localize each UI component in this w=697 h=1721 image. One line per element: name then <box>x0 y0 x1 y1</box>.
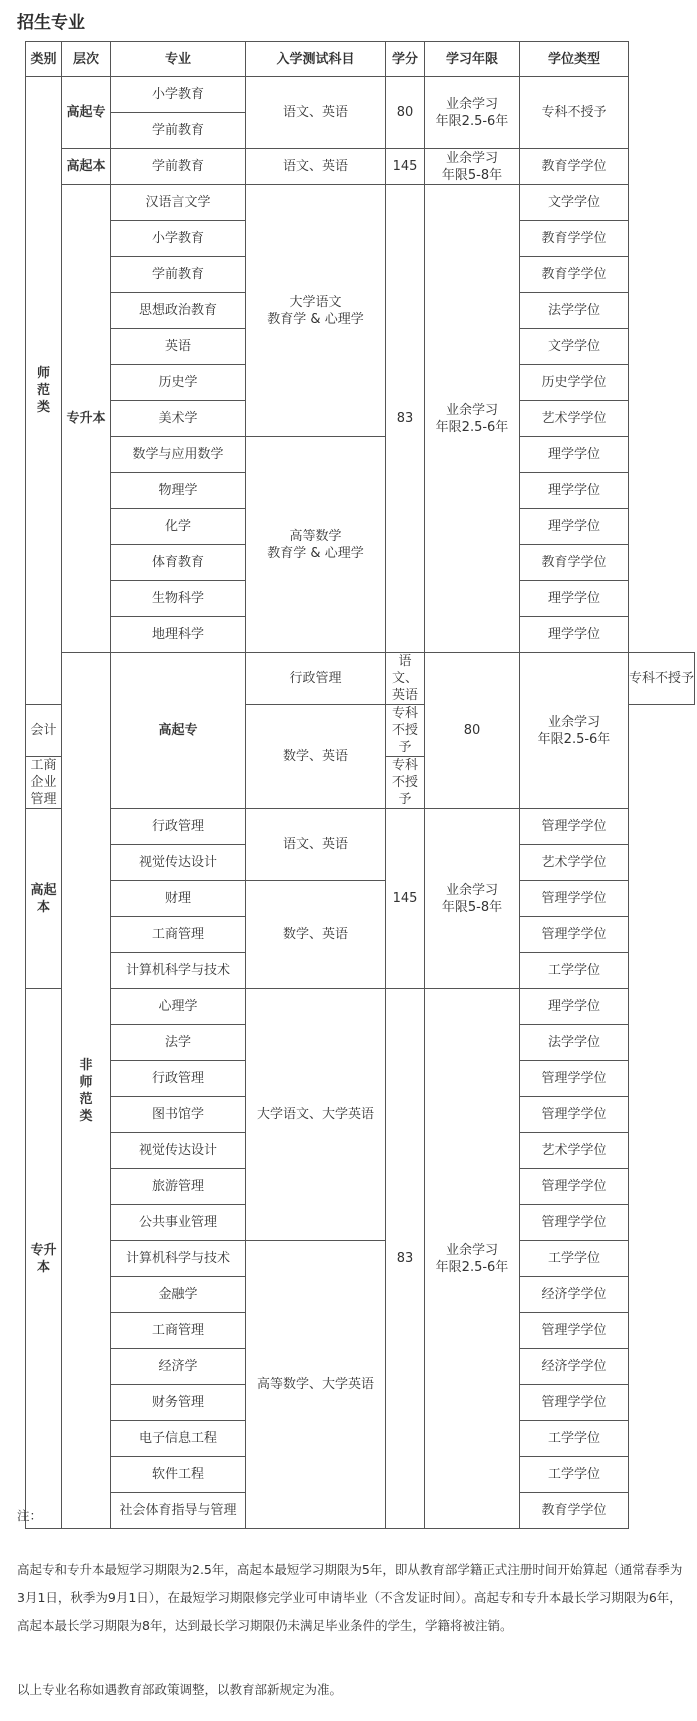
cell-line: 年限2.5-6年 <box>435 419 509 435</box>
table-header-row <box>26 42 695 77</box>
degree-cell: 历史学学位 <box>520 365 629 401</box>
degree-cell: 教育学学位 <box>520 221 629 257</box>
level-cell: 专升本 <box>26 989 62 1529</box>
table-row <box>26 881 695 917</box>
credits-cell: 80 <box>425 653 520 809</box>
exam-cell: 数学、英语 <box>246 881 386 989</box>
header-credits: 学分 <box>386 42 425 77</box>
major-cell: 电子信息工程 <box>111 1421 246 1457</box>
cell-line: 类 <box>79 1108 93 1124</box>
header-years: 学习年限 <box>425 42 520 77</box>
exam-cell: 高等数学、大学英语 <box>246 1241 386 1529</box>
table-row <box>26 437 695 473</box>
cell-line: 年限2.5-6年 <box>537 731 611 747</box>
degree-cell: 管理学学位 <box>520 809 629 845</box>
degree-cell: 管理学学位 <box>520 1313 629 1349</box>
notes-paragraph: 高起专和专升本最短学习期限为2.5年，高起本最短学习期限为5年，即从教育部学籍正式注册时间开始算起（通常春季为3月1日，秋季为9月1日），在最短学习期限修完学业可申请毕业（不含发证时间）。高起专和专升本最长学习期限为6年，高起本最长学习期限为8年，达到最长学习期限仍未满足毕业条件的学生，学籍将被注销。 <box>17 1562 683 1633</box>
exam-cell: 数学、英语 <box>246 705 386 809</box>
level-cell: 专升本 <box>62 185 111 653</box>
exam-cell: 大学语文、大学英语 <box>246 989 386 1241</box>
major-cell: 行政管理 <box>246 653 386 705</box>
degree-cell: 教育学学位 <box>520 149 629 185</box>
degree-cell: 教育学学位 <box>520 257 629 293</box>
major-cell: 学前教育 <box>111 149 246 185</box>
credits-cell: 145 <box>386 149 425 185</box>
header-level: 层次 <box>62 42 111 77</box>
table-row <box>26 185 695 221</box>
exam-cell: 语文、英语 <box>386 653 425 705</box>
degree-cell: 艺术学学位 <box>520 845 629 881</box>
years-cell <box>425 77 520 149</box>
major-cell: 公共事业管理 <box>111 1205 246 1241</box>
degree-cell: 工学学位 <box>520 1241 629 1277</box>
major-cell: 图书馆学 <box>111 1097 246 1133</box>
degree-cell: 法学学位 <box>520 293 629 329</box>
major-cell: 汉语言文学 <box>111 185 246 221</box>
degree-cell: 管理学学位 <box>520 1205 629 1241</box>
cell-line: 非 <box>79 1057 93 1073</box>
degree-cell: 管理学学位 <box>520 917 629 953</box>
degree-cell: 文学学位 <box>520 329 629 365</box>
cell-line: 业余学习 <box>445 150 498 166</box>
degree-cell: 教育学学位 <box>520 1493 629 1529</box>
major-cell: 会计 <box>26 705 62 757</box>
table-row <box>26 1241 695 1277</box>
cell-line: 教育学 & 心理学 <box>267 311 364 327</box>
exam-cell: 语文、英语 <box>246 149 386 185</box>
major-cell: 工商企业管理 <box>26 757 62 809</box>
major-cell: 小学教育 <box>111 221 246 257</box>
credits-cell: 83 <box>386 989 425 1529</box>
major-cell: 生物科学 <box>111 581 246 617</box>
cell-line: 年限2.5-6年 <box>435 1259 509 1275</box>
degree-cell: 文学学位 <box>520 185 629 221</box>
major-cell: 金融学 <box>111 1277 246 1313</box>
exam-cell <box>246 185 386 437</box>
major-cell: 计算机科学与技术 <box>111 953 246 989</box>
degree-cell: 理学学位 <box>520 617 629 653</box>
cell-line: 年限5-8年 <box>441 167 503 183</box>
degree-cell: 教育学学位 <box>520 545 629 581</box>
major-cell: 经济学 <box>111 1349 246 1385</box>
cell-line: 类 <box>36 400 50 415</box>
major-cell: 视觉传达设计 <box>111 845 246 881</box>
cell-line: 年限5-8年 <box>441 899 503 915</box>
notes-footer: 以上专业名称如遇教育部政策调整，以教育部新规定为准。 <box>17 1682 343 1697</box>
degree-cell: 理学学位 <box>520 989 629 1025</box>
major-cell: 财务管理 <box>111 1385 246 1421</box>
table-row <box>26 809 695 845</box>
major-cell: 化学 <box>111 509 246 545</box>
credits-cell: 145 <box>386 809 425 989</box>
degree-cell: 理学学位 <box>520 581 629 617</box>
degree-cell: 工学学位 <box>520 1457 629 1493</box>
credits-cell: 80 <box>386 77 425 149</box>
years-cell <box>425 989 520 1529</box>
major-cell: 计算机科学与技术 <box>111 1241 246 1277</box>
level-cell: 高起本 <box>62 149 111 185</box>
cell-line: 业余学习 <box>445 1242 498 1258</box>
major-cell: 视觉传达设计 <box>111 1133 246 1169</box>
major-cell: 物理学 <box>111 473 246 509</box>
cell-line: 范 <box>79 1091 93 1107</box>
major-cell: 心理学 <box>111 989 246 1025</box>
table-row <box>26 77 695 113</box>
notes-label: 注： <box>17 1508 43 1523</box>
degree-cell: 管理学学位 <box>520 1385 629 1421</box>
majors-table <box>25 41 695 1529</box>
major-cell: 数学与应用数学 <box>111 437 246 473</box>
major-cell: 学前教育 <box>111 113 246 149</box>
credits-cell: 83 <box>386 185 425 653</box>
category-feishifan <box>62 653 111 1529</box>
header-degree: 学位类型 <box>520 42 629 77</box>
header-exam: 入学测试科目 <box>246 42 386 77</box>
degree-cell: 管理学学位 <box>520 881 629 917</box>
exam-cell: 语文、英语 <box>246 77 386 149</box>
years-cell <box>520 653 629 809</box>
category-shifan <box>26 77 62 705</box>
degree-cell: 艺术学学位 <box>520 1133 629 1169</box>
degree-cell: 管理学学位 <box>520 1169 629 1205</box>
header-major: 专业 <box>111 42 246 77</box>
degree-cell: 工学学位 <box>520 953 629 989</box>
degree-cell: 专科不授予 <box>386 757 425 809</box>
cell-line: 年限2.5-6年 <box>435 113 509 129</box>
years-cell <box>425 185 520 653</box>
degree-cell: 管理学学位 <box>520 1061 629 1097</box>
major-cell: 工商管理 <box>111 917 246 953</box>
cell-line: 业余学习 <box>445 96 498 112</box>
cell-line: 业余学习 <box>445 882 498 898</box>
major-cell: 工商管理 <box>111 1313 246 1349</box>
degree-cell: 管理学学位 <box>520 1097 629 1133</box>
header-category: 类别 <box>26 42 62 77</box>
major-cell: 软件工程 <box>111 1457 246 1493</box>
level-cell: 高起本 <box>26 809 62 989</box>
table-row <box>26 989 695 1025</box>
degree-cell: 经济学学位 <box>520 1277 629 1313</box>
degree-cell: 工学学位 <box>520 1421 629 1457</box>
major-cell: 思想政治教育 <box>111 293 246 329</box>
years-cell <box>425 809 520 989</box>
page-title: 招生专业 <box>17 13 85 33</box>
major-cell: 行政管理 <box>111 1061 246 1097</box>
level-cell: 高起专 <box>111 653 246 809</box>
cell-line: 师 <box>36 366 50 381</box>
cell-line: 业余学习 <box>547 714 600 730</box>
table-row <box>26 653 695 705</box>
degree-cell: 专科不授予 <box>629 653 695 705</box>
cell-line: 教育学 & 心理学 <box>267 545 364 561</box>
exam-cell: 语文、英语 <box>246 809 386 881</box>
cell-line: 师 <box>79 1074 93 1090</box>
cell-line: 大学语文 <box>289 294 342 310</box>
major-cell: 财理 <box>111 881 246 917</box>
major-cell: 英语 <box>111 329 246 365</box>
cell-line: 高等数学 <box>289 528 342 544</box>
major-cell: 行政管理 <box>111 809 246 845</box>
degree-cell: 法学学位 <box>520 1025 629 1061</box>
degree-cell: 经济学学位 <box>520 1349 629 1385</box>
degree-cell: 理学学位 <box>520 437 629 473</box>
major-cell: 学前教育 <box>111 257 246 293</box>
level-cell: 高起专 <box>62 77 111 149</box>
major-cell: 小学教育 <box>111 77 246 113</box>
major-cell: 体育教育 <box>111 545 246 581</box>
major-cell: 地理科学 <box>111 617 246 653</box>
major-cell: 美术学 <box>111 401 246 437</box>
major-cell: 法学 <box>111 1025 246 1061</box>
major-cell: 社会体育指导与管理 <box>111 1493 246 1529</box>
degree-cell: 专科不授予 <box>520 77 629 149</box>
major-cell: 旅游管理 <box>111 1169 246 1205</box>
exam-cell <box>246 437 386 653</box>
years-cell <box>425 149 520 185</box>
degree-cell: 专科不授予 <box>386 705 425 757</box>
degree-cell: 艺术学学位 <box>520 401 629 437</box>
degree-cell: 理学学位 <box>520 473 629 509</box>
major-cell: 历史学 <box>111 365 246 401</box>
cell-line: 业余学习 <box>445 402 498 418</box>
degree-cell: 理学学位 <box>520 509 629 545</box>
cell-line: 范 <box>36 383 50 398</box>
